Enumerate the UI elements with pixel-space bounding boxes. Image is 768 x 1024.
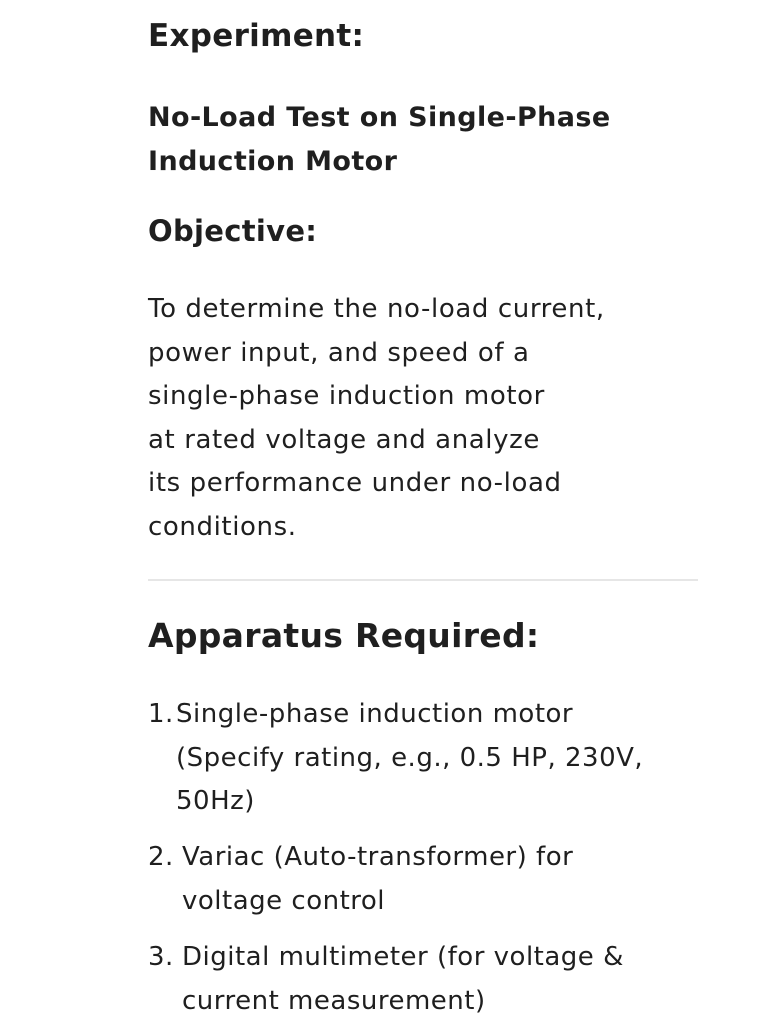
objective-line: at rated voltage and analyze <box>148 424 540 455</box>
list-item-line: 50Hz) <box>176 786 255 817</box>
list-item-number: 1. <box>148 699 174 729</box>
list-item-line: (Specify rating, e.g., 0.5 HP, 230V, <box>176 742 644 773</box>
list-item-number: 3. <box>148 942 174 972</box>
list-item-line: current measurement) <box>182 985 486 1016</box>
objective-line: single-phase induction motor <box>148 381 545 412</box>
section-divider <box>148 579 698 581</box>
list-item <box>148 936 624 1023</box>
experiment-title-line: Induction Motor <box>148 146 398 177</box>
objective-text <box>148 288 605 550</box>
experiment-title <box>148 96 611 184</box>
list-item-line: voltage control <box>182 885 386 916</box>
list-item <box>148 836 573 923</box>
list-item-line <box>148 836 573 880</box>
objective-line: power input, and speed of a <box>148 337 530 368</box>
list-item-line <box>148 936 624 980</box>
list-item-text: Digital multimeter (for voltage & <box>182 942 624 972</box>
list-item-line <box>148 693 643 737</box>
objective-line: conditions. <box>148 511 297 542</box>
list-item-text: Single-phase induction motor <box>176 699 574 729</box>
list-item <box>148 693 643 824</box>
apparatus-heading: Apparatus Required: <box>148 616 540 655</box>
list-item-number: 2. <box>148 842 174 872</box>
objective-label: Objective: <box>148 214 318 248</box>
list-item-text: Variac (Auto-transformer) for <box>182 842 574 872</box>
experiment-label: Experiment: <box>148 18 365 54</box>
experiment-title-line: No-Load Test on Single-Phase <box>148 102 611 133</box>
objective-line: its performance under no-load <box>148 468 562 499</box>
objective-line: To determine the no-load current, <box>148 294 605 324</box>
